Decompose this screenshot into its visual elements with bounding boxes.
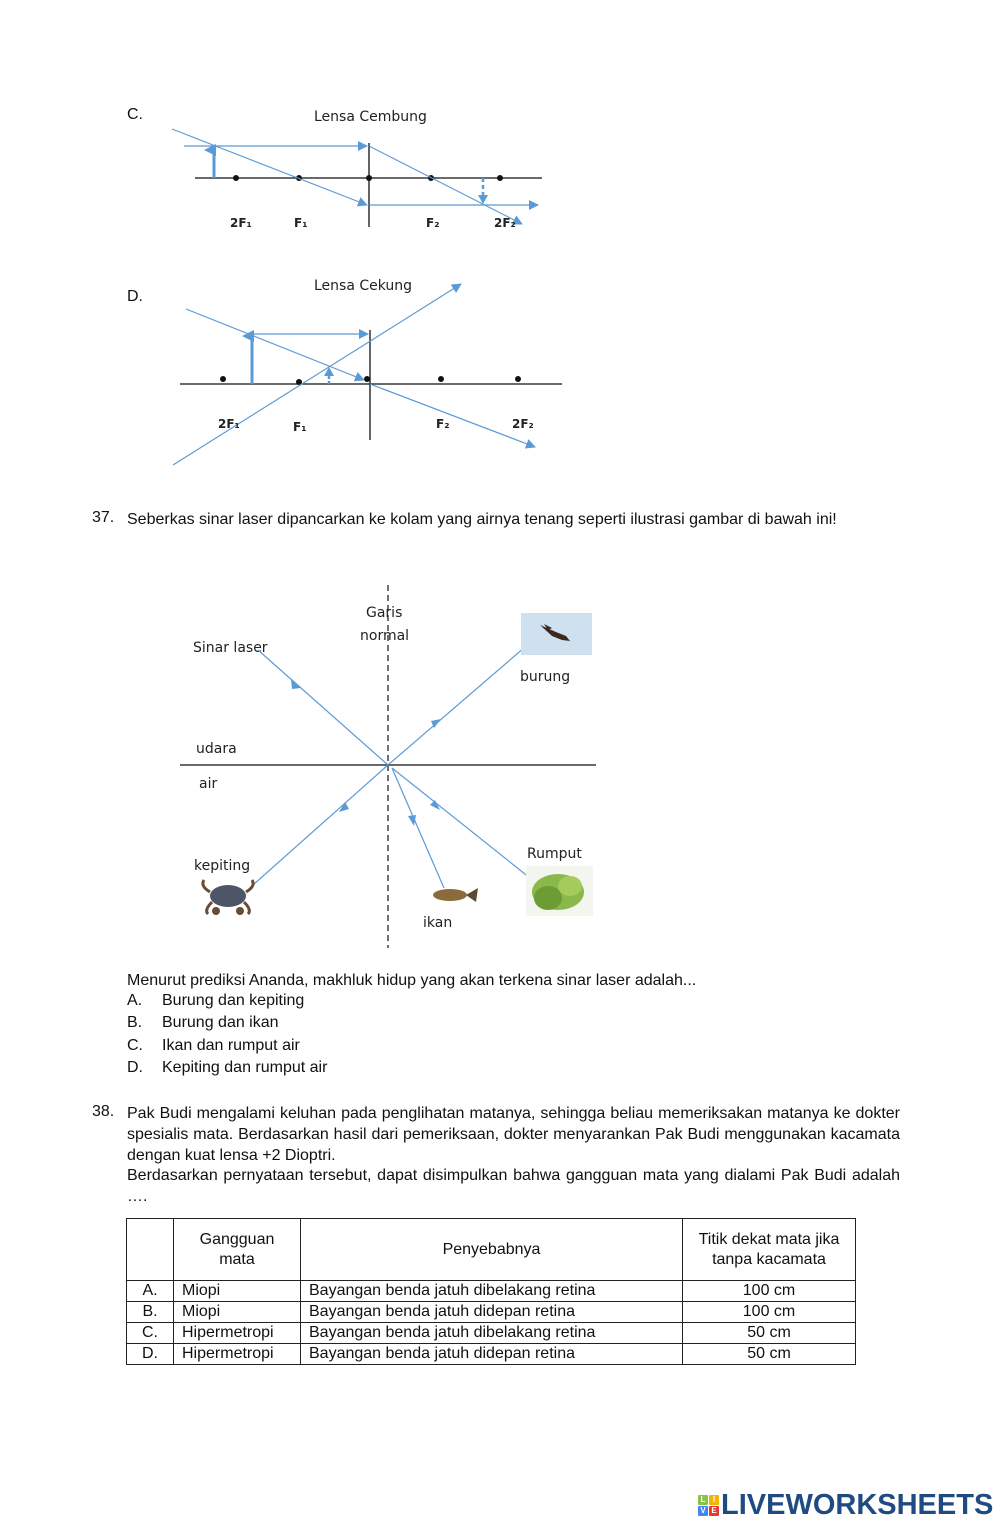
fish-image — [433, 888, 478, 902]
svg-text:udara: udara — [196, 741, 237, 757]
svg-text:F₁: F₁ — [293, 420, 307, 434]
question-37-text: Seberkas sinar laser dipancarkan ke kolam yang airnya tenang seperti ilustrasi gambar di bawah ini! — [127, 511, 837, 528]
svg-text:F₂: F₂ — [426, 216, 440, 230]
option-d-letter: D. — [127, 288, 143, 305]
lens-title: Lensa Cekung — [314, 278, 413, 294]
svg-text:burung: burung — [520, 669, 571, 685]
seaweed-image — [526, 866, 593, 916]
svg-text:Rumput: Rumput — [527, 846, 582, 862]
option-c-letter: C. — [127, 106, 143, 123]
question-38-text-2: Berdasarkan pernyataan tersebut, dapat disimpulkan bahwa gangguan mata yang dialami Pak Budi adalah …. — [127, 1167, 900, 1205]
svg-text:2F₂: 2F₂ — [512, 417, 534, 431]
laser-refraction-diagram — [0, 580, 1000, 960]
liveworksheets-logo — [698, 1489, 993, 1522]
logo-blocks-icon: L I V E — [698, 1495, 719, 1516]
svg-text:2F₂: 2F₂ — [494, 216, 516, 230]
brand-name: LIVEWORKSHEETS — [721, 1489, 994, 1521]
table-row[interactable]: A. Miopi Bayangan benda jatuh dibelakang retina 100 cm — [127, 1281, 856, 1302]
choice-a[interactable]: A. Burung dan kepiting — [127, 992, 305, 1009]
crab-image — [203, 880, 253, 915]
eye-disorder-table — [126, 1218, 856, 1365]
choice-c[interactable]: C. Ikan dan rumput air — [127, 1037, 300, 1054]
svg-text:F₁: F₁ — [294, 216, 308, 230]
table-header-row: Gangguan mata Penyebabnya Titik dekat mata jika tanpa kacamata — [127, 1219, 856, 1281]
lens-title: Lensa Cembung — [314, 109, 427, 125]
table-row[interactable]: C. Hipermetropi Bayangan benda jatuh dibelakang retina 50 cm — [127, 1323, 856, 1344]
choice-b[interactable]: B. Burung dan ikan — [127, 1014, 279, 1031]
svg-text:2F₁: 2F₁ — [218, 417, 240, 431]
svg-text:Garis: Garis — [366, 605, 403, 621]
convex-lens-diagram — [0, 0, 1000, 250]
question-38-number: 38. — [92, 1103, 115, 1120]
concave-lens-diagram — [0, 250, 1000, 480]
svg-text:air: air — [199, 776, 218, 792]
table-row[interactable]: D. Hipermetropi Bayangan benda jatuh didepan retina 50 cm — [127, 1344, 856, 1365]
question-38-text: Pak Budi mengalami keluhan pada penglihatan matanya, sehingga beliau memeriksakan matanya ke dokter spesialis mata. Berdasarkan hasil dari pemeriksaan, dokter menyarankan Pak Budi menggunakan kacamata dengan kuat lensa +2 Dioptri. — [127, 1105, 900, 1164]
choice-d[interactable]: D. Kepiting dan rumput air — [127, 1059, 328, 1076]
svg-text:normal: normal — [360, 628, 410, 644]
question-37-prompt: Menurut prediksi Ananda, makhluk hidup yang akan terkena sinar laser adalah... — [127, 972, 697, 989]
svg-text:2F₁: 2F₁ — [230, 216, 252, 230]
svg-text:ikan: ikan — [423, 915, 453, 931]
svg-text:kepiting: kepiting — [194, 858, 251, 874]
question-37-number: 37. — [92, 509, 115, 526]
svg-text:F₂: F₂ — [436, 417, 450, 431]
svg-text:Sinar laser: Sinar laser — [193, 640, 268, 656]
bird-image — [521, 613, 592, 655]
table-row[interactable]: B. Miopi Bayangan benda jatuh didepan retina 100 cm — [127, 1302, 856, 1323]
